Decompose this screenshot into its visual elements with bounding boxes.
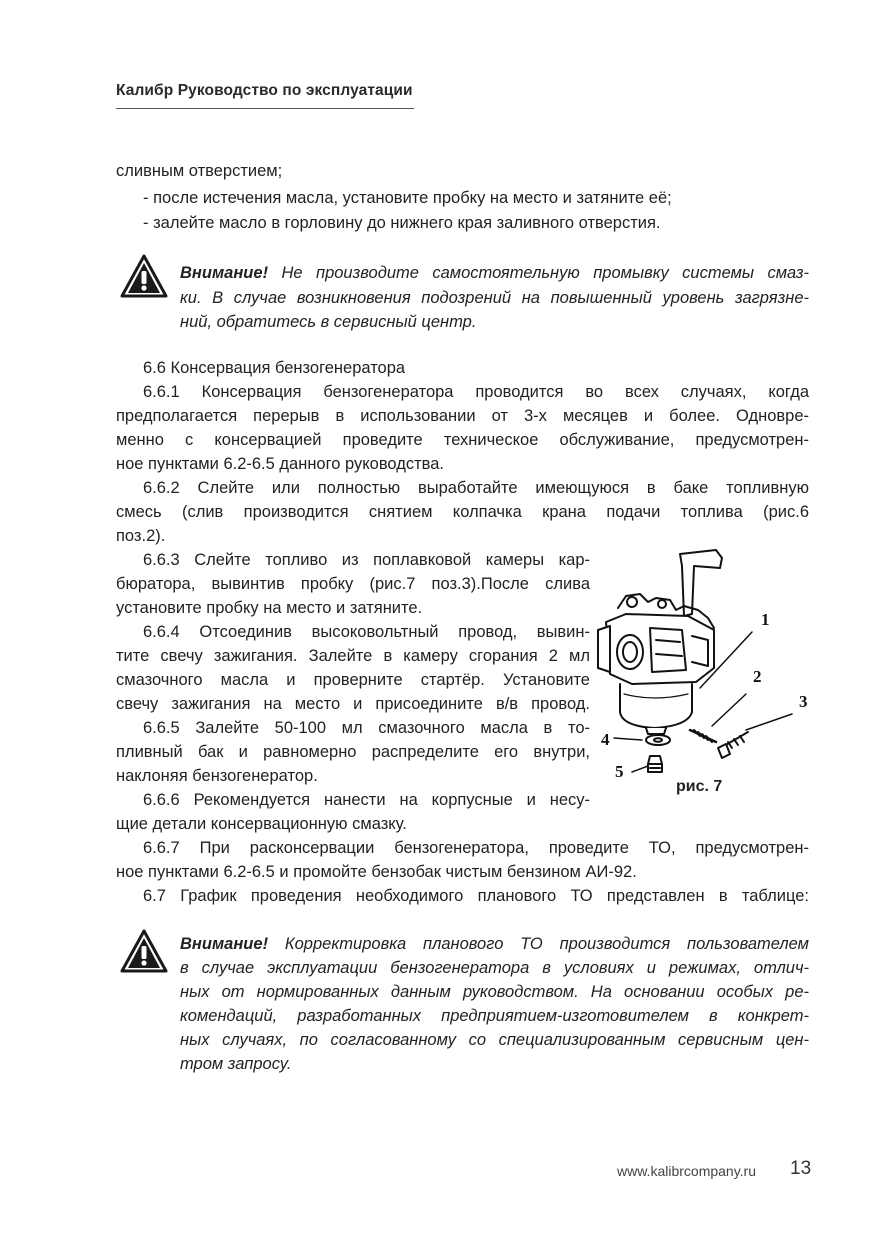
running-header: Калибр Руководство по эксплуатации [116, 82, 413, 99]
text-line: 6.6.7 При расконсервации бензогенератора, проведите ТО, предусмотрен- [143, 839, 809, 857]
text-line: 6.6.1 Консервация бензогенератора проводится во всех случаях, когда [143, 383, 809, 401]
text-line: пливный бак и равномерно распределите его внутри, [116, 743, 590, 761]
text-line: смазочного масла и проверните стартёр. Установите [116, 671, 590, 689]
figure-label-3: 3 [799, 692, 808, 711]
warning-line: в случае эксплуатации бензогенератора в условиях и режимах, отлич- [180, 959, 809, 977]
warning-line: Внимание! Корректировка планового ТО производится пользователем [180, 935, 809, 953]
warning-line: ных от нормированных данным руководством. На основании особых ре- [180, 983, 809, 1001]
warning-line: ных случаях, по согласованному со специализированным сервисным цен- [180, 1031, 809, 1049]
text-line: ное пунктами 6.2-6.5 данного руководства. [116, 455, 445, 473]
warning-line: комендаций, разработанных предприятием-изготовителем в конкрет- [180, 1007, 809, 1025]
text-line: - после истечения масла, установите пробку на место и затяните её; [143, 189, 672, 207]
figure-label-2: 2 [753, 667, 762, 686]
text-line: смесь (слив производится снятием колпачка крана подачи топлива (рис.6 [116, 503, 809, 521]
warning-line: Внимание! Не производите самостоятельную промывку системы смаз- [180, 264, 809, 282]
warning-label: Внимание! [180, 935, 269, 953]
text-line: тите свечу зажигания. Залейте в камеру сгорания 2 мл [116, 647, 590, 665]
page-number: 13 [790, 1158, 812, 1179]
text-line: поз.2). [116, 527, 166, 545]
figure-label-4: 4 [601, 730, 610, 749]
text-line: свечу зажигания на место и присоедините в/в провод. [116, 695, 590, 713]
warning-line: ний, обратитесь в сервисный центр. [180, 313, 477, 331]
text-line: 6.6.4 Отсоединив высоковольтный провод, вывин- [143, 623, 590, 641]
footer-url: www.kalibrcompany.ru [617, 1163, 757, 1179]
warning-label: Внимание! [180, 264, 269, 282]
text-line: 6.7 График проведения необходимого планового ТО представлен в таблице: [143, 887, 809, 905]
text-line: ное пунктами 6.2-6.5 и промойте бензобак чистым бензином АИ-92. [116, 863, 637, 881]
warning-icon [120, 254, 168, 298]
figure-label-5: 5 [615, 762, 624, 781]
text-line: предполагается перерыв в использовании от 3-х месяцев и более. Одновре- [116, 407, 809, 425]
warning-line: ки. В случае возникновения подозрений на повышенный уровень загрязне- [180, 289, 809, 307]
figure-label-1: 1 [761, 610, 770, 629]
carburetor-drawing [596, 544, 812, 804]
section-title: 6.6 Консервация бензогенератора [143, 359, 406, 377]
text-line: 6.6.6 Рекомендуется нанести на корпусные и несу- [143, 791, 590, 809]
text-line: - залейте масло в горловину до нижнего края заливного отверстия. [143, 214, 661, 232]
text-line: бюратора, вывинтив пробку (рис.7 поз.3).После слива [116, 575, 590, 593]
text-line: щие детали консервационную смазку. [116, 815, 407, 833]
text-line: 6.6.5 Залейте 50-100 мл смазочного масла в то- [143, 719, 590, 737]
text-line: установите пробку на место и затяните. [116, 599, 423, 617]
text-line: менно с консервацией проведите техническое обслуживание, предусмотрен- [116, 431, 809, 449]
warning-icon [120, 929, 168, 973]
figure-caption: рис. 7 [676, 778, 723, 795]
text-line: наклоняя бензогенератор. [116, 767, 318, 785]
text-line: 6.6.3 Слейте топливо из поплавковой камеры кар- [143, 551, 590, 569]
header-rule [116, 108, 414, 109]
text-line: сливным отверстием; [116, 162, 283, 180]
warning-line: тром запросу. [180, 1055, 292, 1073]
text-line: 6.6.2 Слейте или полностью выработайте имеющуюся в баке топливную [143, 479, 809, 497]
